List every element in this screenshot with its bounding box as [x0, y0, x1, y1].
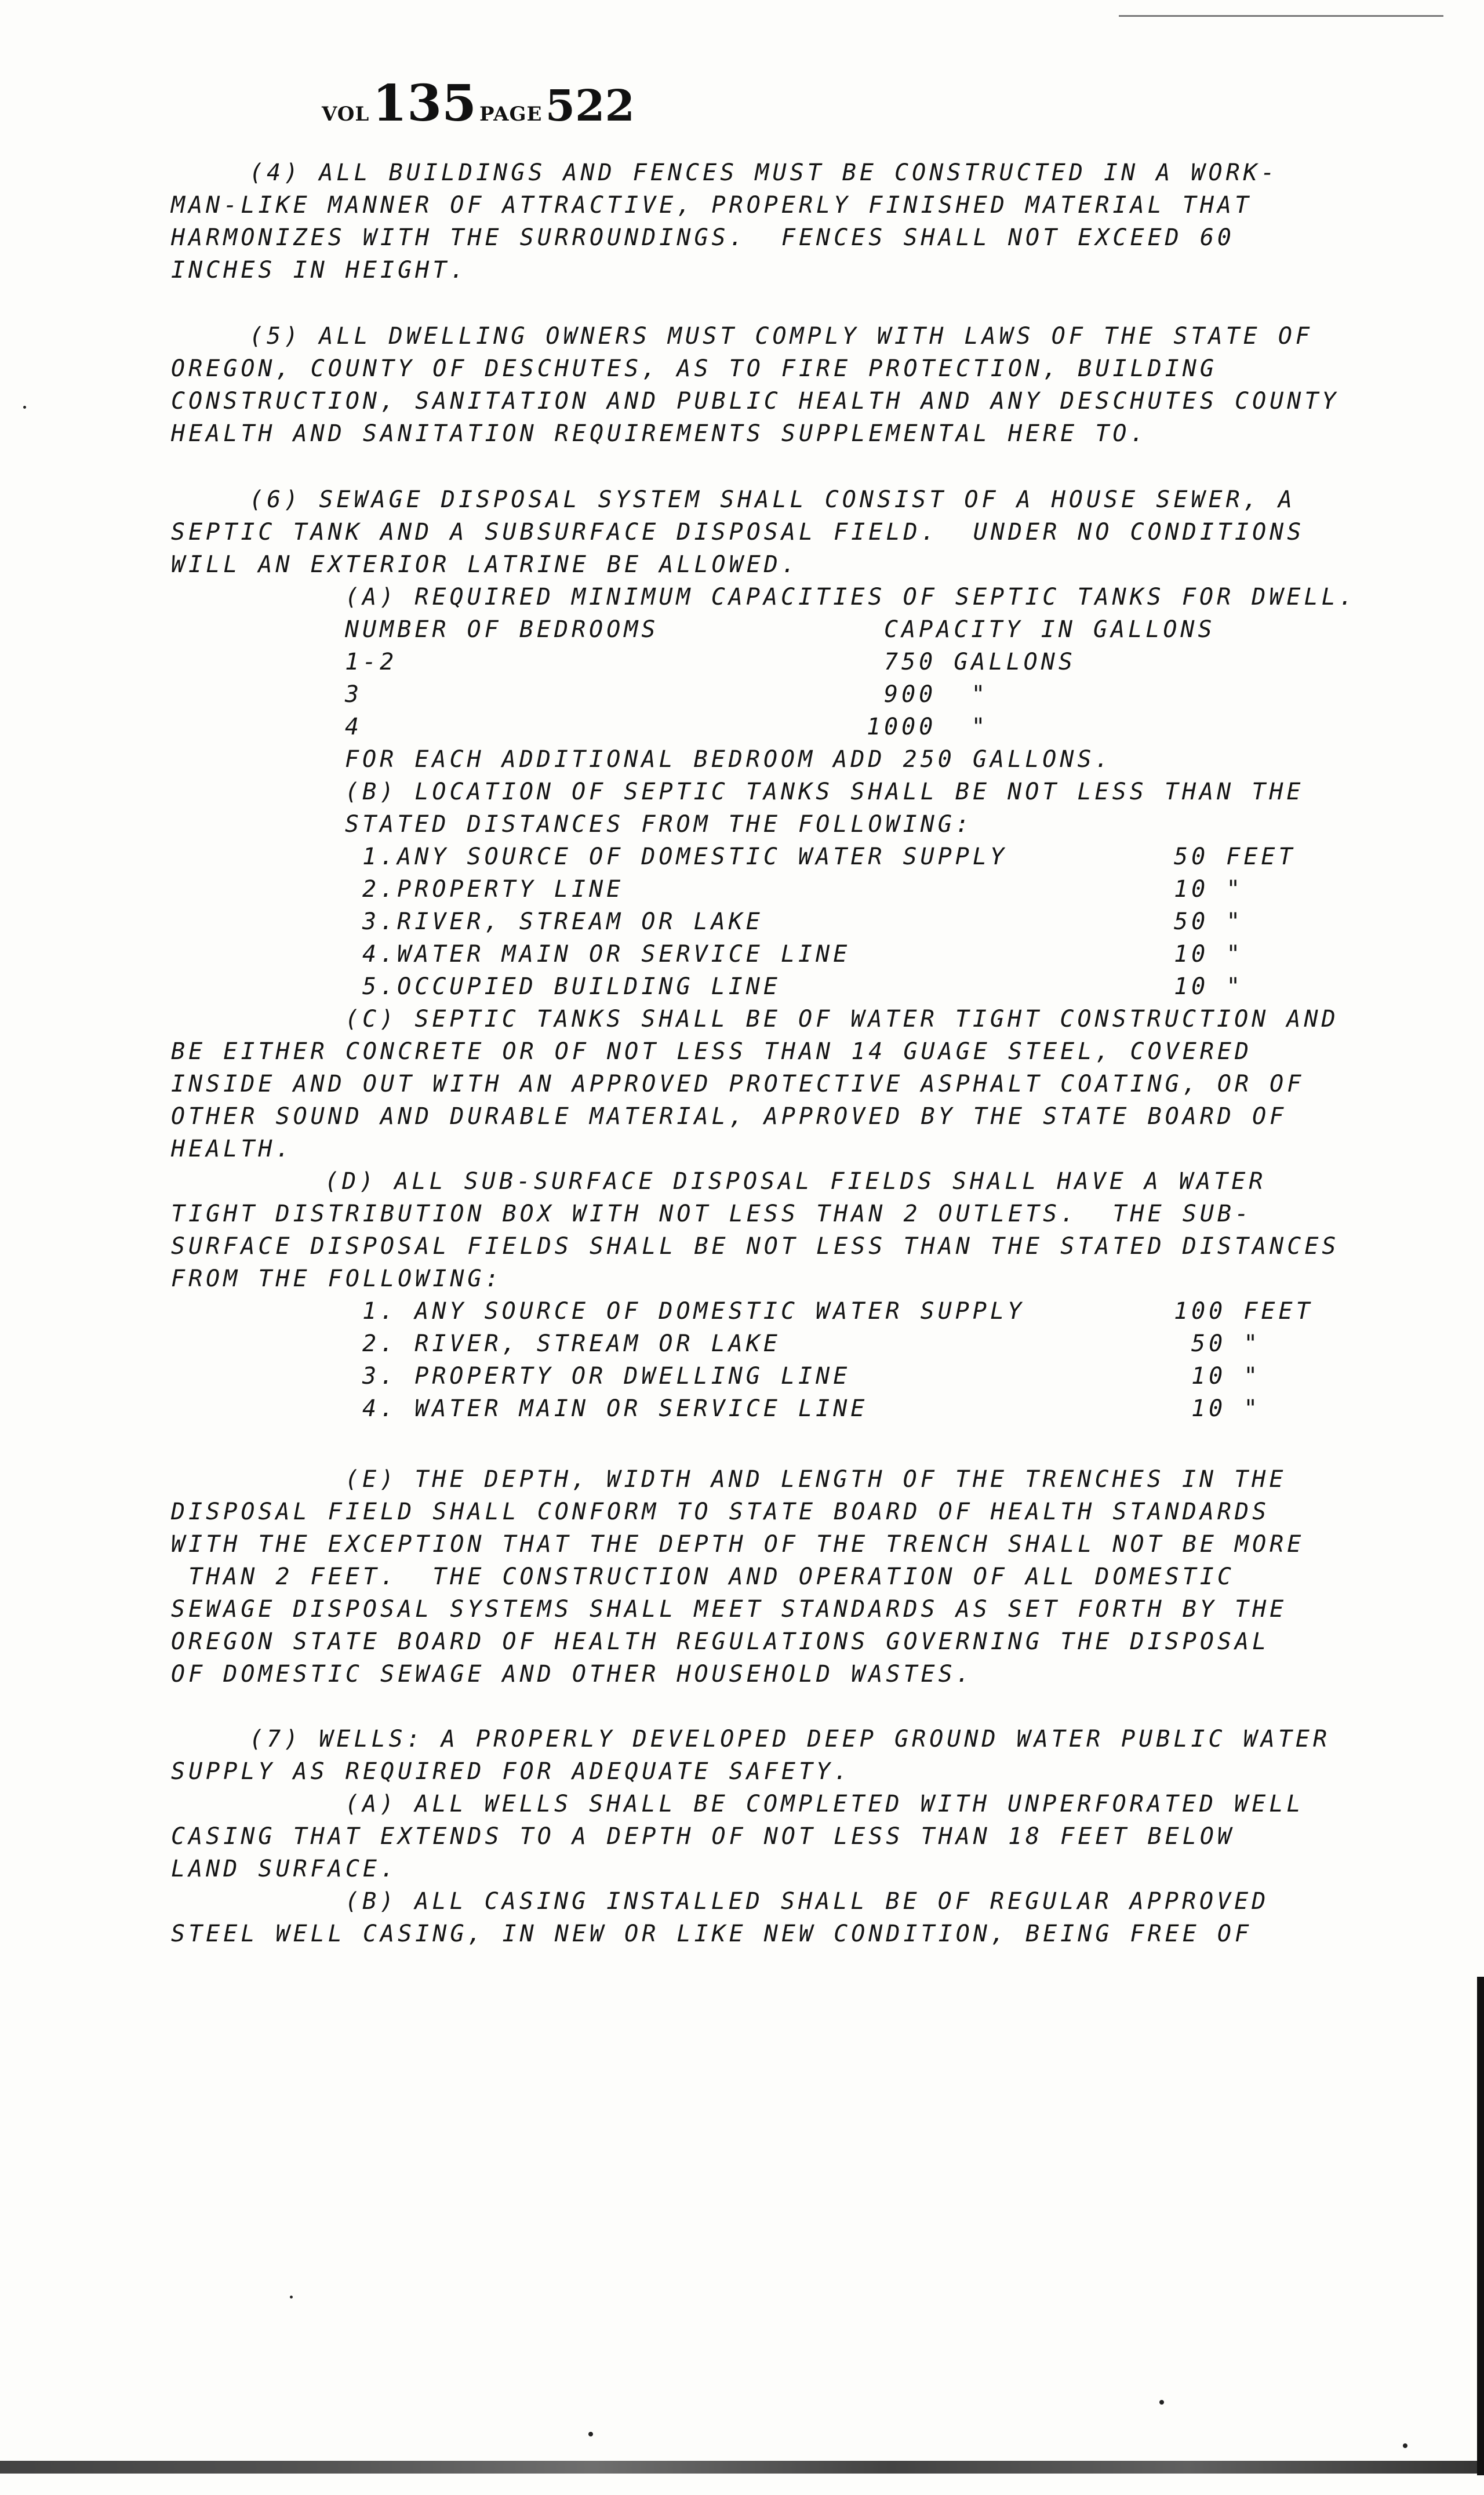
- text-line: (6) SEWAGE DISPOSAL SYSTEM SHALL CONSIST OF A HOUSE SEWER, A: [249, 486, 1296, 513]
- scan-speck: [1159, 2400, 1164, 2405]
- text-line: WILL AN EXTERIOR LATRINE BE ALLOWED.: [171, 551, 799, 578]
- list-item-value: 10 ": [1174, 876, 1244, 903]
- text-line: (B) LOCATION OF SEPTIC TANKS SHALL BE NOT LESS THAN THE: [345, 779, 1304, 805]
- text-line: (A) REQUIRED MINIMUM CAPACITIES OF SEPTIC TANKS FOR DWELL.: [345, 584, 1356, 610]
- table-cell: 3: [345, 681, 363, 708]
- scan-speck: [23, 406, 26, 409]
- list-item-value: 100 FEET: [1174, 1298, 1314, 1325]
- list-item: 1.ANY SOURCE OF DOMESTIC WATER SUPPLY: [362, 843, 1008, 870]
- text-line: HARMONIZES WITH THE SURROUNDINGS. FENCES SHALL NOT EXCEED 60: [171, 224, 1235, 251]
- text-line: SEWAGE DISPOSAL SYSTEMS SHALL MEET STANDARDS AS SET FORTH BY THE: [171, 1596, 1287, 1623]
- list-item: 4. WATER MAIN OR SERVICE LINE: [362, 1395, 868, 1422]
- table-cell: 1-2: [345, 649, 398, 675]
- text-line: FROM THE FOLLOWING:: [171, 1265, 503, 1292]
- text-line: (C) SEPTIC TANKS SHALL BE OF WATER TIGHT CONSTRUCTION AND: [345, 1006, 1339, 1032]
- text-line: OTHER SOUND AND DURABLE MATERIAL, APPROVED BY THE STATE BOARD OF: [171, 1103, 1287, 1130]
- text-line: OREGON STATE BOARD OF HEALTH REGULATIONS GOVERNING THE DISPOSAL: [171, 1628, 1270, 1655]
- scan-top-mark: [1119, 15, 1443, 17]
- scan-speck: [290, 2296, 293, 2298]
- volume-page-header: [322, 74, 635, 133]
- text-line: (B) ALL CASING INSTALLED SHALL BE OF REGULAR APPROVED: [345, 1888, 1270, 1915]
- list-item: 1. ANY SOURCE OF DOMESTIC WATER SUPPLY: [362, 1298, 1025, 1325]
- list-item: 3.RIVER, STREAM OR LAKE: [362, 908, 763, 935]
- text-line: SUPPLY AS REQUIRED FOR ADEQUATE SAFETY.: [171, 1758, 852, 1785]
- list-item-value: 10 ": [1174, 973, 1244, 1000]
- text-line: (5) ALL DWELLING OWNERS MUST COMPLY WITH LAWS OF THE STATE OF: [249, 323, 1314, 350]
- text-line: LAND SURFACE.: [171, 1856, 398, 1882]
- text-line: DISPOSAL FIELD SHALL CONFORM TO STATE BOARD OF HEALTH STANDARDS: [171, 1499, 1270, 1525]
- page-label: PAGE: [479, 103, 543, 126]
- table-cell: 750 GALLONS: [884, 649, 1076, 675]
- list-item: 5.OCCUPIED BUILDING LINE: [362, 973, 781, 1000]
- scan-speck: [1403, 2443, 1407, 2448]
- table-cell: 900 ": [884, 681, 989, 708]
- text-line: STATED DISTANCES FROM THE FOLLOWING:: [345, 811, 973, 838]
- list-item-value: 50 FEET: [1174, 843, 1296, 870]
- text-line: INCHES IN HEIGHT.: [171, 257, 468, 283]
- text-line: TIGHT DISTRIBUTION BOX WITH NOT LESS THAN 2 OUTLETS. THE SUB-: [171, 1201, 1253, 1227]
- list-item: 4.WATER MAIN OR SERVICE LINE: [362, 941, 851, 968]
- text-line: HEALTH.: [171, 1136, 293, 1162]
- list-item: 2.PROPERTY LINE: [362, 876, 624, 903]
- page-number: 522: [545, 81, 635, 131]
- text-line: (7) WELLS: A PROPERLY DEVELOPED DEEP GROUND WATER PUBLIC WATER: [249, 1726, 1331, 1752]
- table-cell: 1000 ": [867, 714, 989, 740]
- text-line: (4) ALL BUILDINGS AND FENCES MUST BE CONSTRUCTED IN A WORK-: [249, 159, 1278, 186]
- text-line: OF DOMESTIC SEWAGE AND OTHER HOUSEHOLD WASTES.: [171, 1661, 973, 1687]
- text-line: (A) ALL WELLS SHALL BE COMPLETED WITH UNPERFORATED WELL: [345, 1791, 1304, 1817]
- list-item-value: 10 ": [1191, 1395, 1261, 1422]
- list-item: 3. PROPERTY OR DWELLING LINE: [362, 1363, 851, 1390]
- table-header-capacity: CAPACITY IN GALLONS: [884, 616, 1216, 643]
- text-line: SEPTIC TANK AND A SUBSURFACE DISPOSAL FIELD. UNDER NO CONDITIONS: [171, 519, 1305, 545]
- list-item-value: 10 ": [1174, 941, 1244, 968]
- text-line: MAN-LIKE MANNER OF ATTRACTIVE, PROPERLY FINISHED MATERIAL THAT: [171, 192, 1253, 219]
- vol-number: 135: [372, 74, 477, 133]
- text-line: CONSTRUCTION, SANITATION AND PUBLIC HEALTH AND ANY DESCHUTES COUNTY: [171, 388, 1340, 414]
- table-cell: 4: [345, 714, 363, 740]
- text-line: (D) ALL SUB-SURFACE DISPOSAL FIELDS SHALL HAVE A WATER: [325, 1168, 1267, 1195]
- text-line: CASING THAT EXTENDS TO A DEPTH OF NOT LESS THAN 18 FEET BELOW: [171, 1823, 1235, 1850]
- text-line: OREGON, COUNTY OF DESCHUTES, AS TO FIRE PROTECTION, BUILDING: [171, 355, 1217, 382]
- list-item: 2. RIVER, STREAM OR LAKE: [362, 1330, 781, 1357]
- list-item-value: 50 ": [1191, 1330, 1261, 1357]
- vol-label: VOL: [322, 103, 370, 126]
- text-line: SURFACE DISPOSAL FIELDS SHALL BE NOT LESS THAN THE STATED DISTANCES: [171, 1233, 1340, 1260]
- list-item-value: 50 ": [1174, 908, 1244, 935]
- text-line: THAN 2 FEET. THE CONSTRUCTION AND OPERATION OF ALL DOMESTIC: [188, 1563, 1235, 1590]
- text-line: FOR EACH ADDITIONAL BEDROOM ADD 250 GALLONS.: [345, 746, 1112, 773]
- text-line: BE EITHER CONCRETE OR OF NOT LESS THAN 14 GUAGE STEEL, COVERED: [171, 1038, 1253, 1065]
- text-line: INSIDE AND OUT WITH AN APPROVED PROTECTIVE ASPHALT COATING, OR OF: [171, 1071, 1305, 1097]
- text-line: STEEL WELL CASING, IN NEW OR LIKE NEW CONDITION, BEING FREE OF: [171, 1921, 1253, 1947]
- list-item-value: 10 ": [1191, 1363, 1261, 1390]
- scan-edge-right: [1477, 1977, 1484, 2475]
- scan-edge-bottom: [0, 2461, 1484, 2474]
- text-line: HEALTH AND SANITATION REQUIREMENTS SUPPLEMENTAL HERE TO.: [171, 420, 1148, 447]
- scan-speck: [588, 2432, 593, 2436]
- text-line: WITH THE EXCEPTION THAT THE DEPTH OF THE TRENCH SHALL NOT BE MORE: [171, 1531, 1305, 1558]
- text-line: (E) THE DEPTH, WIDTH AND LENGTH OF THE TRENCHES IN THE: [345, 1466, 1287, 1493]
- table-header-bedrooms: NUMBER OF BEDROOMS: [345, 616, 659, 643]
